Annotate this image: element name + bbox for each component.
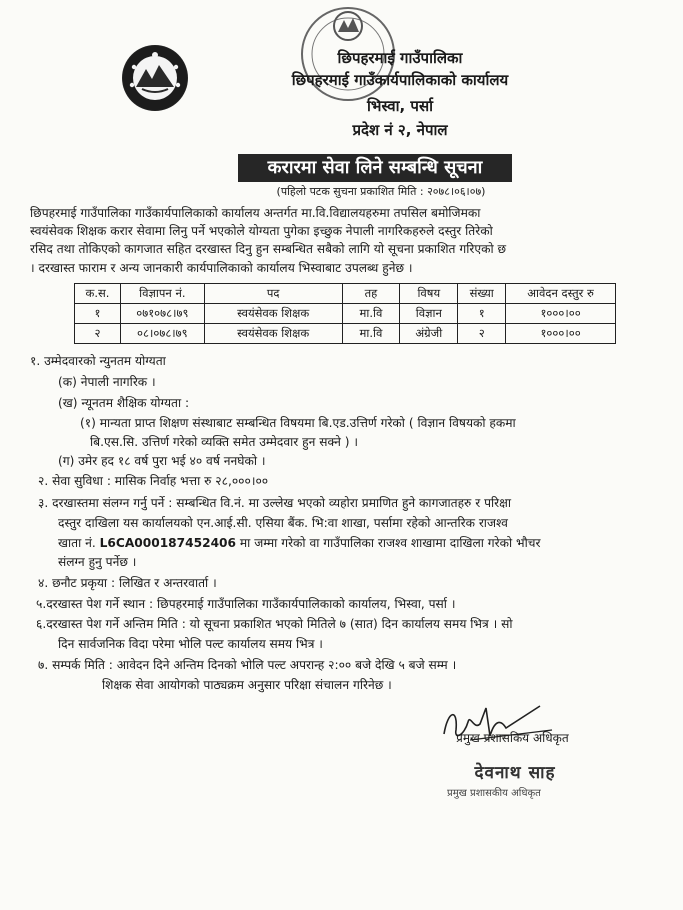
table-cell: स्वयंसेवक शिक्षक	[204, 304, 342, 324]
province-name: प्रदेश नं २, नेपाल	[352, 121, 448, 139]
name-stamp-title: प्रमुख प्रशासकीय अधिकृत	[447, 788, 541, 799]
intro-line-3: रसिद तथा तोकिएको कागजात सहित दरखास्त दिनु हुन सम्बन्धित सबैको लागि यो सूचना प्रकाशित गरिएको छ	[30, 242, 507, 256]
table-row	[75, 304, 616, 324]
selection-process: ४. छनौट प्रकृया : लिखित र अन्तरवार्ता ।	[38, 576, 217, 590]
table-row	[75, 324, 616, 344]
nepal-emblem-logo	[122, 45, 188, 111]
deadline-line-2: दिन सार्वजनिक विदा परेमा भोलि पल्ट कार्यालय समय भित्र ।	[58, 637, 323, 651]
exam-note: शिक्षक सेवा आयोगको पाठ्यक्रम अनुसार परिक्षा संचालन गरिनेछ ।	[102, 678, 392, 692]
col-header-fee: आवेदन दस्तुर रु	[506, 284, 616, 304]
municipality-name: छिपहरमाई गाउँपालिका	[337, 49, 463, 67]
intro-line-4: । दरखास्त फाराम र अन्य जानकारी कार्यपालिकाको कार्यालय भिस्वाबाट उपलब्ध हुनेछ ।	[30, 261, 413, 275]
notice-publish-date: (पहिलो पटक सुचना प्रकाशित मिति : २०७८।०६।०७)	[276, 185, 486, 198]
table-cell: १	[458, 304, 506, 324]
col-header-count: संख्या	[458, 284, 506, 304]
signatory-title: प्रमुख प्रशासकिय अधिकृत	[456, 731, 569, 745]
table-cell: २	[458, 324, 506, 344]
table-cell: विज्ञान	[400, 304, 458, 324]
qualification-citizen: (क) नेपाली नागरिक ।	[58, 375, 156, 389]
table-cell: स्वयंसेवक शिक्षक	[204, 324, 342, 344]
intro-line-1: छिपहरमाई गाउँपालिका गाउँकार्यपालिकाको कार्यालय अन्तर्गत मा.वि.विद्यालयहरुमा तपसिल बमोजिमका	[30, 206, 481, 220]
qualification-education: (ख) न्यूनतम शैक्षिक योग्यता :	[58, 396, 190, 410]
table-cell: १	[75, 304, 121, 324]
office-location: भिस्वा, पर्सा	[367, 97, 433, 115]
table-cell: अंग्रेजी	[400, 324, 458, 344]
qualification-age: (ग) उमेर हद १८ वर्ष पुरा भई ४० वर्ष ननघेको ।	[58, 454, 266, 468]
education-detail-line-1: (१) मान्यता प्राप्त शिक्षण संस्थाबाट सम्बन्धित विषयमा बि.एड.उत्तिर्ण गरेको ( विज्ञान विषयको हकमा	[80, 416, 516, 430]
documents-line-1: ३. दरखास्तमा संलग्न गर्नु पर्ने : सम्बन्धित वि.नं. मा उल्लेख भएको व्यहोरा प्रमाणित हुने कागजातहरु र परिक्षा	[38, 496, 512, 510]
submission-place: ५.दरखास्त पेश गर्ने स्थान : छिपहरमाई गाउँपालिका गाउँकार्यपालिकाको कार्यालय, भिस्वा, पर्सा ।	[36, 597, 456, 611]
table-cell: २	[75, 324, 121, 344]
col-header-post: पद	[204, 284, 342, 304]
account-number: L6CA000187452406	[99, 536, 237, 550]
documents-line-4: संलग्न हुनु पर्नेछ ।	[58, 555, 137, 569]
table-cell: मा.वि	[342, 324, 400, 344]
col-header-serial: क.स.	[75, 284, 121, 304]
table-cell: ०७१०७८।७९	[120, 304, 204, 324]
col-header-level: तह	[342, 284, 400, 304]
intro-line-2: स्वयंसेवक शिक्षक करार सेवामा लिनु पर्ने भएकोले योग्यता पुगेका इच्छुक नेपाली नागरिकहरुले दस्तुर तिरेको	[30, 224, 493, 238]
documents-line-2: दस्तुर दाखिला यस कार्यालयको एन.आई.सी. एसिया बैंक. भि:वा शाखा, पर्सामा रहेको आन्तरिक राजश्व	[58, 516, 508, 530]
deadline-line-1: ६.दरखास्त पेश गर्ने अन्तिम मिति : यो सूचना प्रकाशित भएको मितिले ७ (सात) दिन कार्यालय समय भित्र । सो	[36, 617, 513, 631]
table-cell: मा.वि	[342, 304, 400, 324]
service-facility: २. सेवा सुविधा : मासिक निर्वाह भत्ता रु २८,०००।००	[38, 474, 269, 488]
table-cell: १०००।००	[506, 304, 616, 324]
account-label: खाता नं.	[58, 536, 96, 550]
table-header-row	[75, 284, 616, 304]
contact-date: ७. सम्पर्क मिति : आवेदन दिने अन्तिम दिनको भोलि पल्ट अपरान्ह २:०० बजे देखि ५ बजे सम्म ।	[38, 658, 457, 672]
documents-line-3	[58, 534, 540, 551]
education-detail-line-2: बि.एस.सि. उत्तिर्ण गरेको व्यक्ति समेत उम्मेदवार हुन सक्ने ) ।	[90, 435, 359, 449]
table-cell: ०८।०७८।७९	[120, 324, 204, 344]
col-header-ad-number: विज्ञापन नं.	[120, 284, 204, 304]
qualification-heading: १. उम्मेदवारको न्युनतम योग्यता	[30, 354, 166, 368]
vacancy-table	[74, 283, 616, 344]
notice-title: करारमा सेवा लिने सम्बन्धि सूचना	[238, 154, 512, 182]
col-header-subject: विषय	[400, 284, 458, 304]
table-cell: १०००।००	[506, 324, 616, 344]
office-name: छिपहरमाई गाउँकार्यपालिकाको कार्यालय	[291, 71, 509, 89]
account-trailing-text: मा जम्मा गरेको वा गाउँपालिका राजश्व शाखामा दाखिला गरेको भौचर	[239, 536, 541, 550]
name-stamp: देवनाथ साह	[474, 763, 556, 783]
